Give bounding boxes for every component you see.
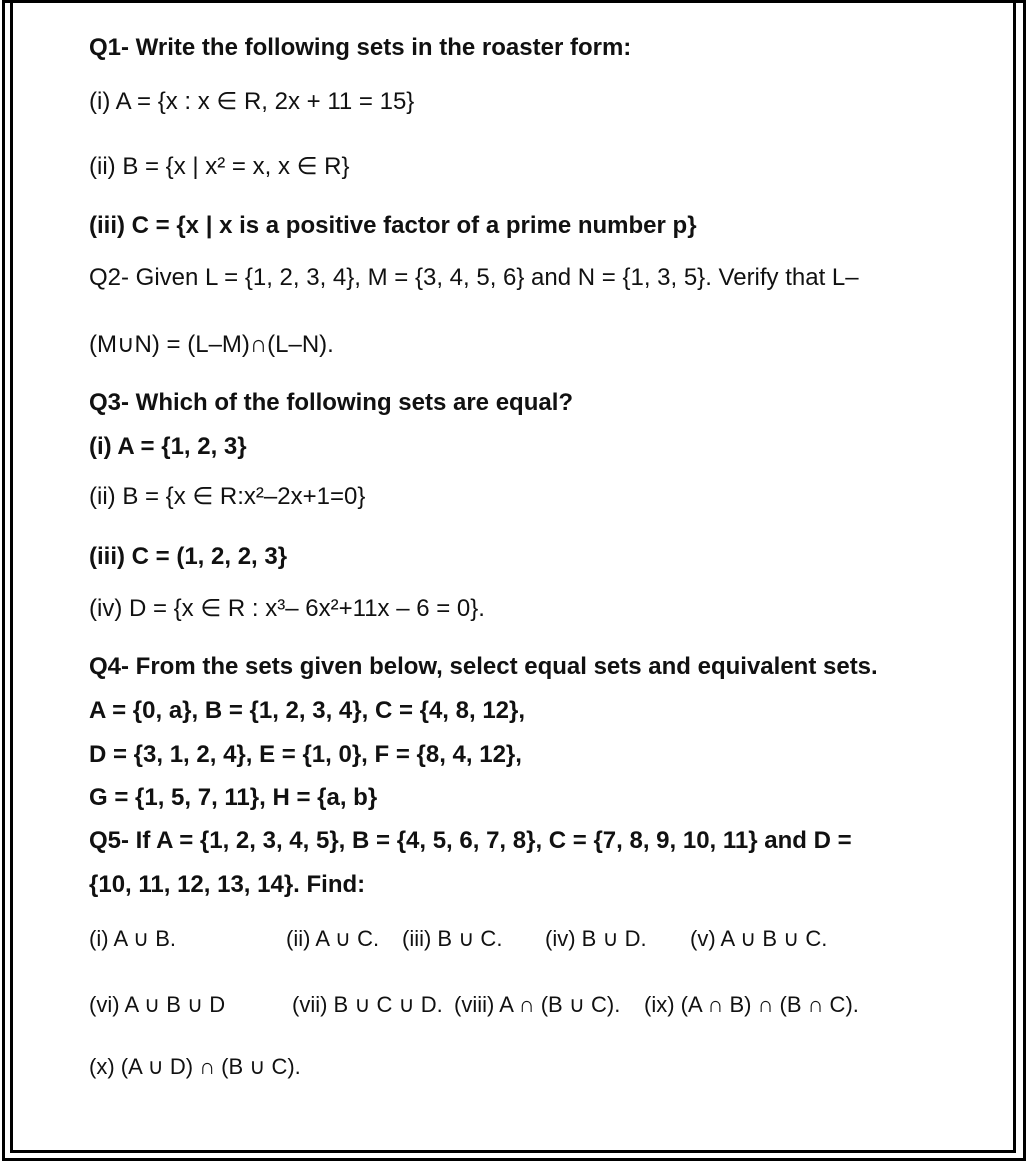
q4-heading: Q4- From the sets given below, select equal sets and equivalent sets. bbox=[89, 653, 878, 680]
q5-part-v: (v) A ∪ B ∪ C. bbox=[690, 926, 828, 951]
q1-item-1: (i) A = {x : x ∈ R, 2x + 11 = 15} bbox=[89, 88, 415, 115]
q5-part-ix: (ix) (A ∩ B) ∩ (B ∩ C). bbox=[644, 992, 859, 1017]
q2-line-1: Q2- Given L = {1, 2, 3, 4}, M = {3, 4, 5, 6} and N = {1, 3, 5}. Verify that L– bbox=[89, 264, 859, 291]
q1-heading: Q1- Write the following sets in the roaster form: bbox=[89, 34, 632, 61]
q5-line-1: Q5- If A = {1, 2, 3, 4, 5}, B = {4, 5, 6, 7, 8}, C = {7, 8, 9, 10, 11} and D = bbox=[89, 827, 852, 854]
q5-part-x: (x) (A ∪ D) ∩ (B ∪ C). bbox=[89, 1054, 301, 1079]
q3-heading: Q3- Which of the following sets are equal? bbox=[89, 389, 574, 416]
q5-part-ii: (ii) A ∪ C. bbox=[286, 926, 380, 951]
q5-part-iii: (iii) B ∪ C. bbox=[402, 926, 503, 951]
q3-item-4: (iv) D = {x ∈ R : x³– 6x²+11x – 6 = 0}. bbox=[89, 595, 485, 622]
q5-part-vii: (vii) B ∪ C ∪ D. bbox=[292, 992, 443, 1017]
q5-part-iv: (iv) B ∪ D. bbox=[545, 926, 647, 951]
q1-item-2: (ii) B = {x | x² = x, x ∈ R} bbox=[89, 153, 350, 180]
q3-item-3: (iii) C = (1, 2, 2, 3} bbox=[89, 543, 288, 570]
q4-line-1: A = {0, a}, B = {1, 2, 3, 4}, C = {4, 8, 12}, bbox=[89, 697, 526, 724]
q3-item-1: (i) A = {1, 2, 3} bbox=[89, 433, 247, 460]
q5-line-2: {10, 11, 12, 13, 14}. Find: bbox=[89, 871, 366, 898]
q5-part-vi: (vi) A ∪ B ∪ D bbox=[89, 992, 226, 1017]
q4-line-3: G = {1, 5, 7, 11}, H = {a, b} bbox=[89, 784, 378, 811]
q4-line-2: D = {3, 1, 2, 4}, E = {1, 0}, F = {8, 4, 12}, bbox=[89, 741, 522, 768]
q5-part-viii: (viii) A ∩ (B ∪ C). bbox=[454, 992, 621, 1017]
q1-item-3: (iii) C = {x | x is a positive factor of a prime number p} bbox=[89, 212, 697, 239]
q3-item-2: (ii) B = {x ∈ R:x²–2x+1=0} bbox=[89, 483, 366, 510]
q5-part-i: (i) A ∪ B. bbox=[89, 926, 177, 951]
q2-line-2: (M∪N) = (L–M)∩(L–N). bbox=[89, 331, 334, 358]
